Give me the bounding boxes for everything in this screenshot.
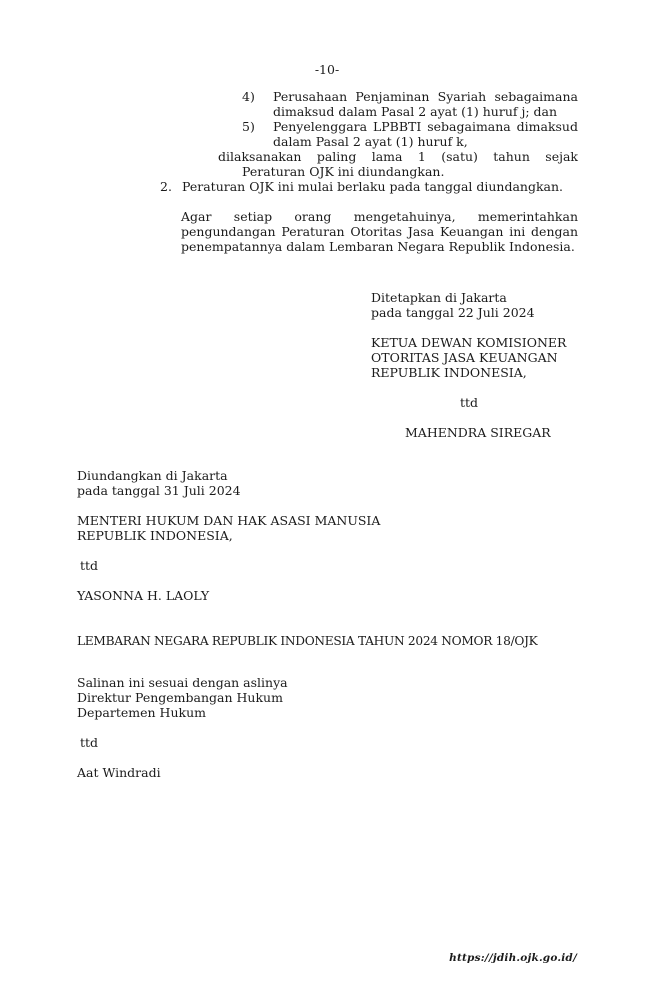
list-item-5: [160, 119, 578, 149]
list-item-marker: 5): [242, 119, 255, 134]
text-line: penempatannya dalam Lembaran Negara Republik Indonesia.: [181, 239, 575, 254]
promulgation-place: Diundangkan di Jakarta: [77, 468, 228, 483]
list-item-text: [273, 119, 578, 149]
text-line: dilaksanakan paling lama 1 (satu) tahun sejak: [218, 149, 578, 164]
spacer: [371, 320, 566, 335]
list-item-marker: 4): [242, 89, 255, 104]
list-item-text: Peraturan OJK ini mulai berlaku pada tanggal diundangkan.: [182, 179, 564, 194]
spacer: [371, 380, 566, 395]
certification-line: Salinan ini sesuai dengan aslinya: [77, 675, 288, 690]
list-item-4: [160, 89, 578, 119]
enactment-signature-block: [371, 290, 566, 440]
enactment-place: Ditetapkan di Jakarta: [371, 290, 507, 305]
list-item-marker: 2.: [160, 179, 172, 194]
text-line: dimaksud dalam Pasal 2 ayat (1) huruf j; dan: [273, 104, 558, 119]
list-item-text: [273, 89, 578, 119]
signatory-name: YASONNA H. LAOLY: [77, 588, 210, 603]
spacer: [371, 410, 566, 425]
certification-block: [77, 675, 288, 780]
page-number: -10-: [314, 62, 340, 77]
signatory-name: MAHENDRA SIREGAR: [405, 425, 551, 440]
spacer: [77, 498, 380, 513]
text-line: Penyelenggara LPBBTI sebagaimana dimaksud: [273, 119, 578, 134]
spacer: [77, 573, 380, 588]
signatory-title-line: REPUBLIK INDONESIA,: [371, 365, 527, 380]
signed-label: ttd: [460, 395, 479, 410]
footer-url: https://jdih.ojk.go.id/: [449, 952, 577, 964]
text-line: dalam Pasal 2 ayat (1) huruf k,: [273, 134, 468, 149]
certification-line: Direktur Pengembangan Hukum: [77, 690, 283, 705]
text-line: Peraturan OJK ini diundangkan.: [242, 164, 445, 179]
certification-line: Departemen Hukum: [77, 705, 206, 720]
dictum-list: [160, 89, 578, 194]
signatory-title-line: MENTERI HUKUM DAN HAK ASASI MANUSIA: [77, 513, 381, 528]
spacer: [77, 543, 380, 558]
text-line: Agar setiap orang mengetahuinya, memerintahkan: [181, 209, 578, 224]
promulgation-signature-block: [77, 468, 380, 603]
text-line: pengundangan Peraturan Otoritas Jasa Keuangan ini dengan: [181, 224, 578, 239]
signatory-title-line: REPUBLIK INDONESIA,: [77, 528, 233, 543]
enactment-date: pada tanggal 22 Juli 2024: [371, 305, 535, 320]
signed-label: ttd: [80, 558, 99, 573]
signed-label: ttd: [80, 735, 99, 750]
list-item-2: [160, 179, 578, 194]
spacer: [77, 750, 288, 765]
promulgation-date: pada tanggal 31 Juli 2024: [77, 483, 241, 498]
text-line: Perusahaan Penjaminan Syariah sebagaimana: [273, 89, 578, 104]
state-gazette-line: LEMBARAN NEGARA REPUBLIK INDONESIA TAHUN 2024 NOMOR 18/OJK: [77, 634, 538, 648]
signatory-name: Aat Windradi: [77, 765, 161, 780]
signatory-title-line: OTORITAS JASA KEUANGAN: [371, 350, 558, 365]
closing-paragraph: [181, 209, 578, 254]
signatory-title-line: KETUA DEWAN KOMISIONER: [371, 335, 567, 350]
hanging-clause: [160, 149, 578, 179]
spacer: [77, 720, 288, 735]
